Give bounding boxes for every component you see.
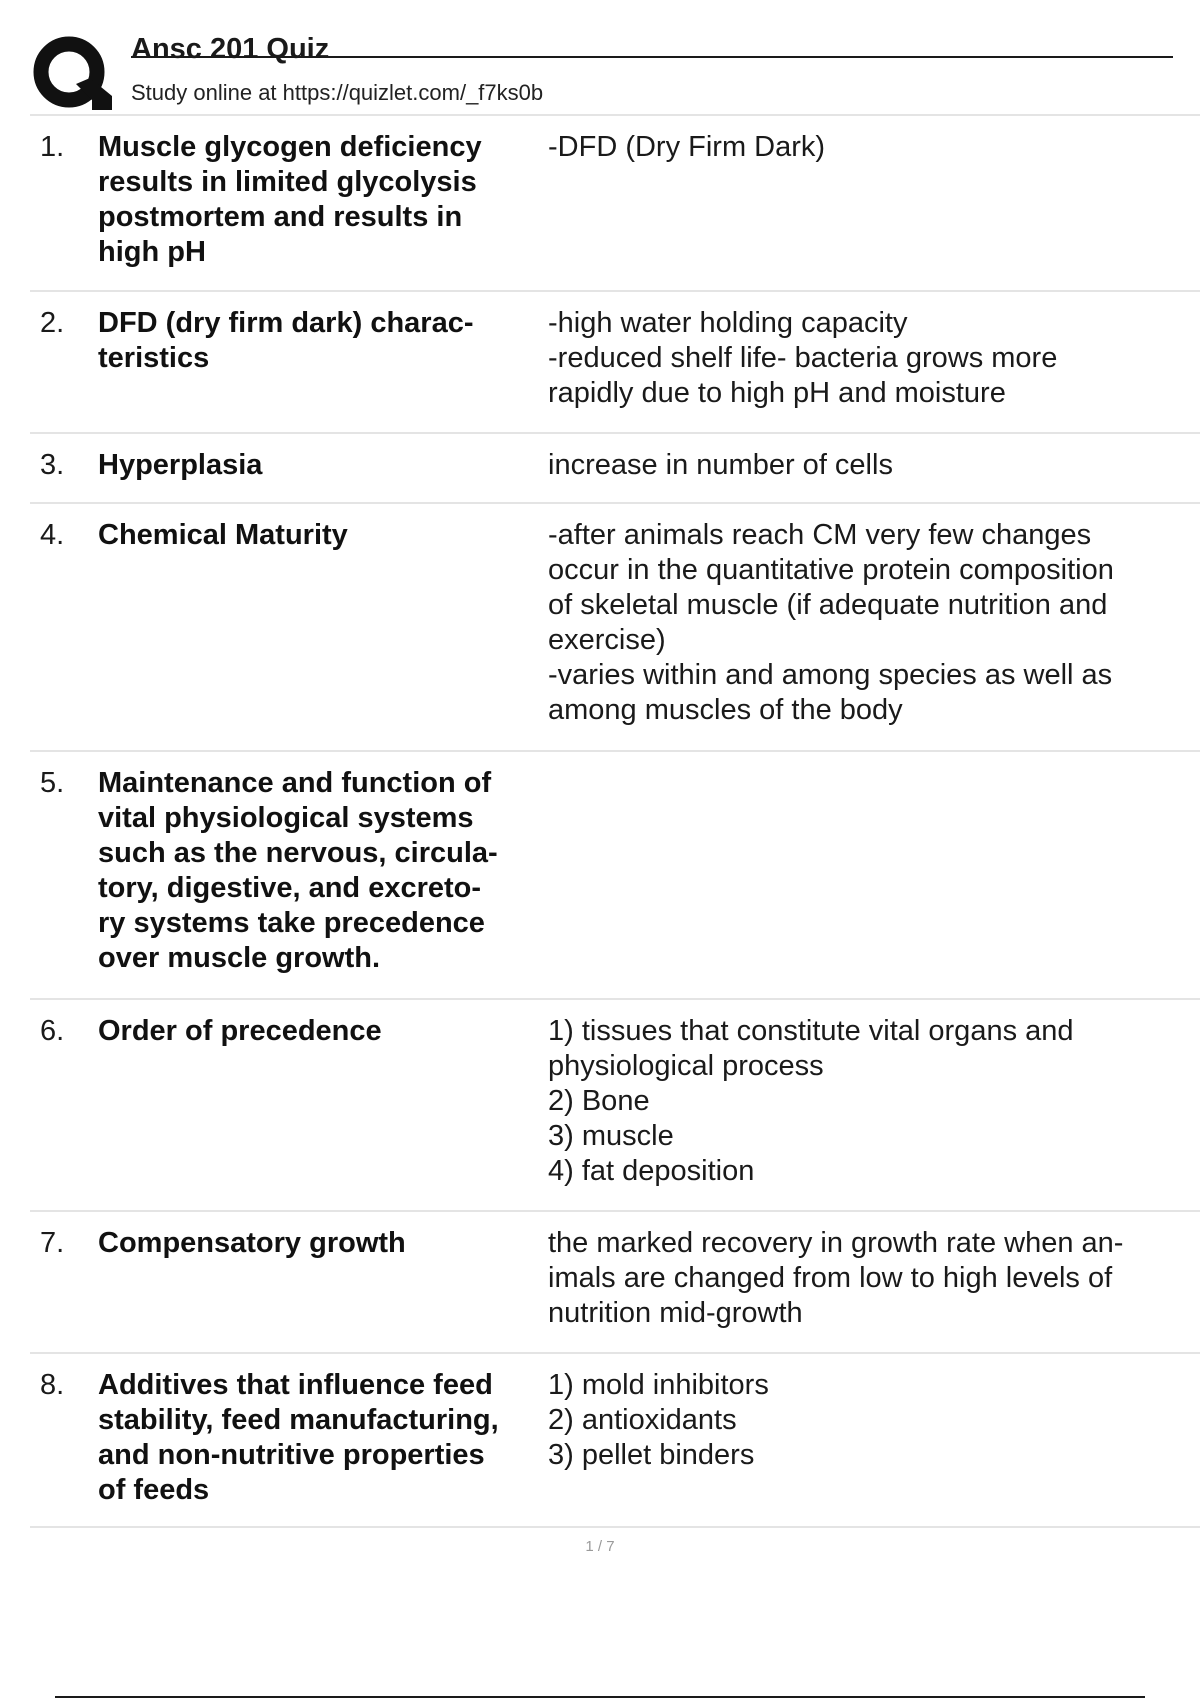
- definition-line: -DFD (Dry Firm Dark): [548, 131, 826, 163]
- definition-line: 4) fat deposition: [548, 1155, 755, 1187]
- study-online-link-text[interactable]: Study online at https://quizlet.com/_f7ks0b: [131, 80, 544, 105]
- card-definition: [548, 130, 1200, 165]
- card-number: 3.: [40, 449, 65, 481]
- term-line: Maintenance and function of: [98, 767, 492, 799]
- card-definition: [548, 518, 1200, 728]
- term-line: stability, feed manufacturing,: [98, 1404, 499, 1436]
- card-definition: [548, 306, 1200, 411]
- document-title: Ansc 201 Quiz: [131, 33, 330, 65]
- definition-line: 2) Bone: [548, 1085, 650, 1117]
- term-line: postmortem and results in: [98, 201, 463, 233]
- flashcard-row: [30, 1212, 1200, 1354]
- card-term: [98, 448, 573, 483]
- card-definition: [548, 1014, 1200, 1189]
- definition-line: imals are changed from low to high levels of: [548, 1262, 1113, 1294]
- flashcard-row: [30, 504, 1200, 752]
- card-number: 5.: [40, 767, 65, 799]
- term-line: over muscle growth.: [98, 942, 381, 974]
- definition-line: -high water holding capacity: [548, 307, 908, 339]
- card-number: 6.: [40, 1015, 65, 1047]
- term-line: Hyperplasia: [98, 449, 263, 481]
- flashcard-row: [30, 1354, 1200, 1528]
- card-number: 7.: [40, 1227, 65, 1259]
- page-indicator: 1 / 7: [585, 1538, 615, 1555]
- definition-line: 1) tissues that constitute vital organs and: [548, 1015, 1074, 1047]
- definition-line: 3) pellet binders: [548, 1439, 755, 1471]
- term-line: vital physiological systems: [98, 802, 474, 834]
- flashcard-row: [30, 752, 1200, 1000]
- definition-line: nutrition mid-growth: [548, 1297, 803, 1329]
- flashcard-row: [30, 116, 1200, 292]
- definition-line: 1) mold inhibitors: [548, 1369, 769, 1401]
- term-line: Additives that influence feed: [98, 1369, 493, 1401]
- definition-line: -reduced shelf life- bacteria grows more: [548, 342, 1058, 374]
- card-definition: [548, 1368, 1200, 1473]
- definition-line: 2) antioxidants: [548, 1404, 737, 1436]
- definition-line: increase in number of cells: [548, 449, 893, 481]
- card-number: 1.: [40, 131, 65, 163]
- term-line: high pH: [98, 236, 206, 268]
- quizlet-logo-icon: [32, 34, 112, 114]
- term-line: ry systems take precedence: [98, 907, 485, 939]
- term-line: of feeds: [98, 1474, 210, 1506]
- card-number: 8.: [40, 1369, 65, 1401]
- term-line: DFD (dry firm dark) charac-: [98, 307, 474, 339]
- flashcard-row: [30, 434, 1200, 504]
- definition-line: exercise): [548, 624, 666, 656]
- card-definition: [548, 1226, 1200, 1331]
- card-term: [98, 1014, 573, 1049]
- document-header: [30, 30, 1180, 116]
- definition-line: the marked recovery in growth rate when an-: [548, 1227, 1124, 1259]
- card-number: 2.: [40, 307, 65, 339]
- term-line: tory, digestive, and excreto-: [98, 872, 482, 904]
- card-term: [98, 518, 573, 553]
- definition-line: -varies within and among species as well as: [548, 659, 1113, 691]
- definition-line: among muscles of the body: [548, 694, 903, 726]
- term-line: such as the nervous, circula-: [98, 837, 498, 869]
- definition-line: of skeletal muscle (if adequate nutrition and: [548, 589, 1108, 621]
- definition-line: rapidly due to high pH and moisture: [548, 377, 1006, 409]
- definition-line: -after animals reach CM very few changes: [548, 519, 1092, 551]
- flashcard-row: [30, 292, 1200, 434]
- term-line: results in limited glycolysis: [98, 166, 477, 198]
- term-line: Order of precedence: [98, 1015, 382, 1047]
- definition-line: physiological process: [548, 1050, 824, 1082]
- card-definition: [548, 448, 1200, 483]
- card-number: 4.: [40, 519, 65, 551]
- term-line: Chemical Maturity: [98, 519, 348, 551]
- card-term: [98, 766, 573, 976]
- card-term: [98, 306, 573, 376]
- card-term: [98, 1226, 573, 1261]
- term-line: Compensatory growth: [98, 1227, 406, 1259]
- term-line: and non-nutritive properties: [98, 1439, 485, 1471]
- flashcard-list: [30, 116, 1200, 1528]
- card-term: [98, 130, 573, 270]
- definition-line: 3) muscle: [548, 1120, 674, 1152]
- term-line: Muscle glycogen deficiency: [98, 131, 482, 163]
- footer-rule: [55, 1696, 1145, 1698]
- term-line: teristics: [98, 342, 210, 374]
- definition-line: occur in the quantitative protein composition: [548, 554, 1114, 586]
- flashcard-row: [30, 1000, 1200, 1212]
- card-term: [98, 1368, 573, 1508]
